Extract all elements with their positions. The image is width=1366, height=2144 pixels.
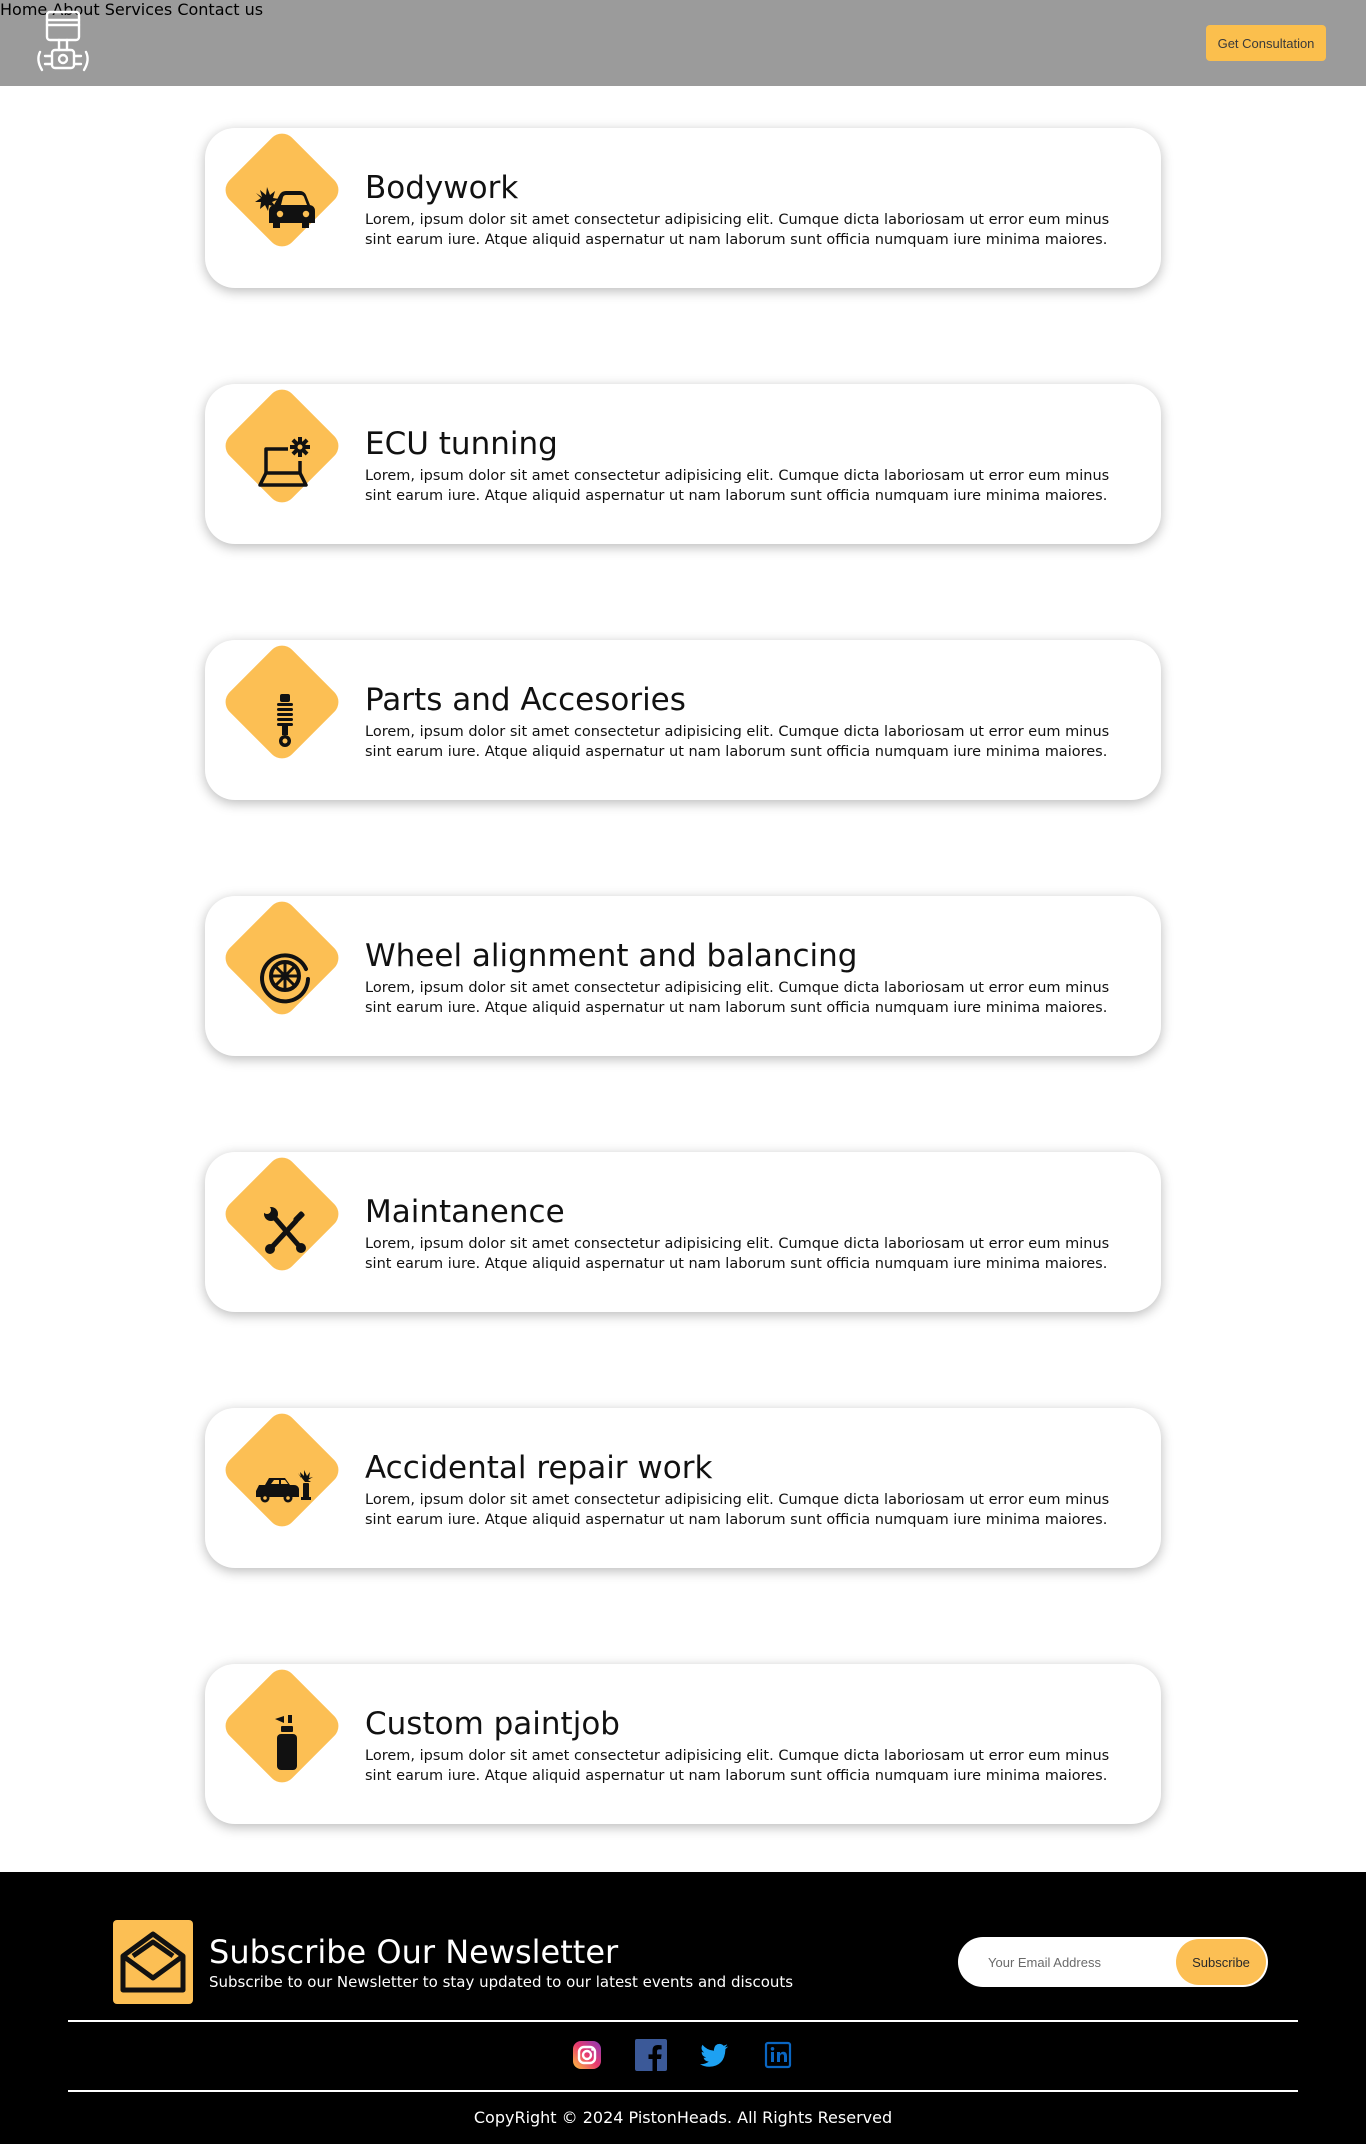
spray-can-icon (250, 1709, 320, 1779)
service-card-custom-paintjob (205, 1664, 1161, 1824)
service-card-wheel-alignment (205, 896, 1161, 1056)
service-description: Lorem, ipsum dolor sit amet consectetur adipisicing elit. Cumque dicta laboriosam ut error eum minus sint earum iure. Atque aliquid aspernatur ut nam laborum sunt officia numquam iure minima maiores. (365, 212, 1110, 248)
subscribe-button[interactable]: Subscribe (1176, 1939, 1266, 1985)
site-footer (0, 1872, 1366, 2144)
envelope-icon (113, 1920, 193, 2004)
service-title: Custom paintjob (365, 1706, 620, 1742)
twitter-icon[interactable] (698, 2039, 730, 2071)
service-description: Lorem, ipsum dolor sit amet consectetur adipisicing elit. Cumque dicta laboriosam ut error eum minus sint earum iure. Atque aliquid aspernatur ut nam laborum sunt officia numquam iure minima maiores. (365, 1492, 1110, 1528)
car-crash-icon (250, 173, 320, 243)
service-card-parts-and-accesories (205, 640, 1161, 800)
wheel-icon (250, 941, 320, 1011)
linkedin-icon[interactable] (762, 2039, 794, 2071)
footer-divider (68, 2020, 1298, 2022)
site-header (0, 0, 1366, 86)
newsletter-badge (113, 1920, 193, 2004)
nav-home[interactable]: Home (0, 0, 48, 19)
laptop-gear-icon (250, 429, 320, 499)
newsletter-subtitle: Subscribe to our Newsletter to stay updated to our latest events and discouts (209, 1973, 794, 1991)
facebook-icon[interactable] (635, 2039, 667, 2071)
service-title: Bodywork (365, 170, 519, 206)
piston-engine-icon[interactable] (30, 8, 98, 76)
shock-absorber-icon (250, 685, 320, 755)
service-description: Lorem, ipsum dolor sit amet consectetur adipisicing elit. Cumque dicta laboriosam ut error eum minus sint earum iure. Atque aliquid aspernatur ut nam laborum sunt officia numquam iure minima maiores. (365, 724, 1110, 760)
service-title: ECU tunning (365, 426, 558, 462)
instagram-icon[interactable] (571, 2039, 603, 2071)
nav-services[interactable]: Services (104, 0, 173, 19)
service-title: Parts and Accesories (365, 682, 686, 718)
service-card-maintanence (205, 1152, 1161, 1312)
car-collision-icon (250, 1453, 320, 1523)
service-title: Accidental repair work (365, 1450, 713, 1486)
service-card-ecu-tunning (205, 384, 1161, 544)
service-description: Lorem, ipsum dolor sit amet consectetur adipisicing elit. Cumque dicta laboriosam ut error eum minus sint earum iure. Atque aliquid aspernatur ut nam laborum sunt officia numquam iure minima maiores. (365, 1748, 1110, 1784)
service-description: Lorem, ipsum dolor sit amet consectetur adipisicing elit. Cumque dicta laboriosam ut error eum minus sint earum iure. Atque aliquid aspernatur ut nam laborum sunt officia numquam iure minima maiores. (365, 980, 1110, 1016)
service-title: Maintanence (365, 1194, 565, 1230)
nav-contact-us[interactable]: Contact us (177, 0, 264, 19)
service-card-bodywork (205, 128, 1161, 288)
service-card-accidental-repair (205, 1408, 1161, 1568)
nav-about[interactable]: About (52, 0, 100, 19)
service-description: Lorem, ipsum dolor sit amet consectetur adipisicing elit. Cumque dicta laboriosam ut error eum minus sint earum iure. Atque aliquid aspernatur ut nam laborum sunt officia numquam iure minima maiores. (365, 1236, 1110, 1272)
get-consultation-button[interactable]: Get Consultation (1206, 25, 1326, 61)
footer-divider (68, 2090, 1298, 2092)
wrench-screwdriver-icon (250, 1197, 320, 1267)
copyright-text: CopyRight © 2024 PistonHeads. All Rights Reserved (473, 2108, 893, 2127)
service-description: Lorem, ipsum dolor sit amet consectetur adipisicing elit. Cumque dicta laboriosam ut error eum minus sint earum iure. Atque aliquid aspernatur ut nam laborum sunt officia numquam iure minima maiores. (365, 468, 1110, 504)
newsletter-title: Subscribe Our Newsletter (209, 1933, 619, 1971)
service-title: Wheel alignment and balancing (365, 938, 858, 974)
